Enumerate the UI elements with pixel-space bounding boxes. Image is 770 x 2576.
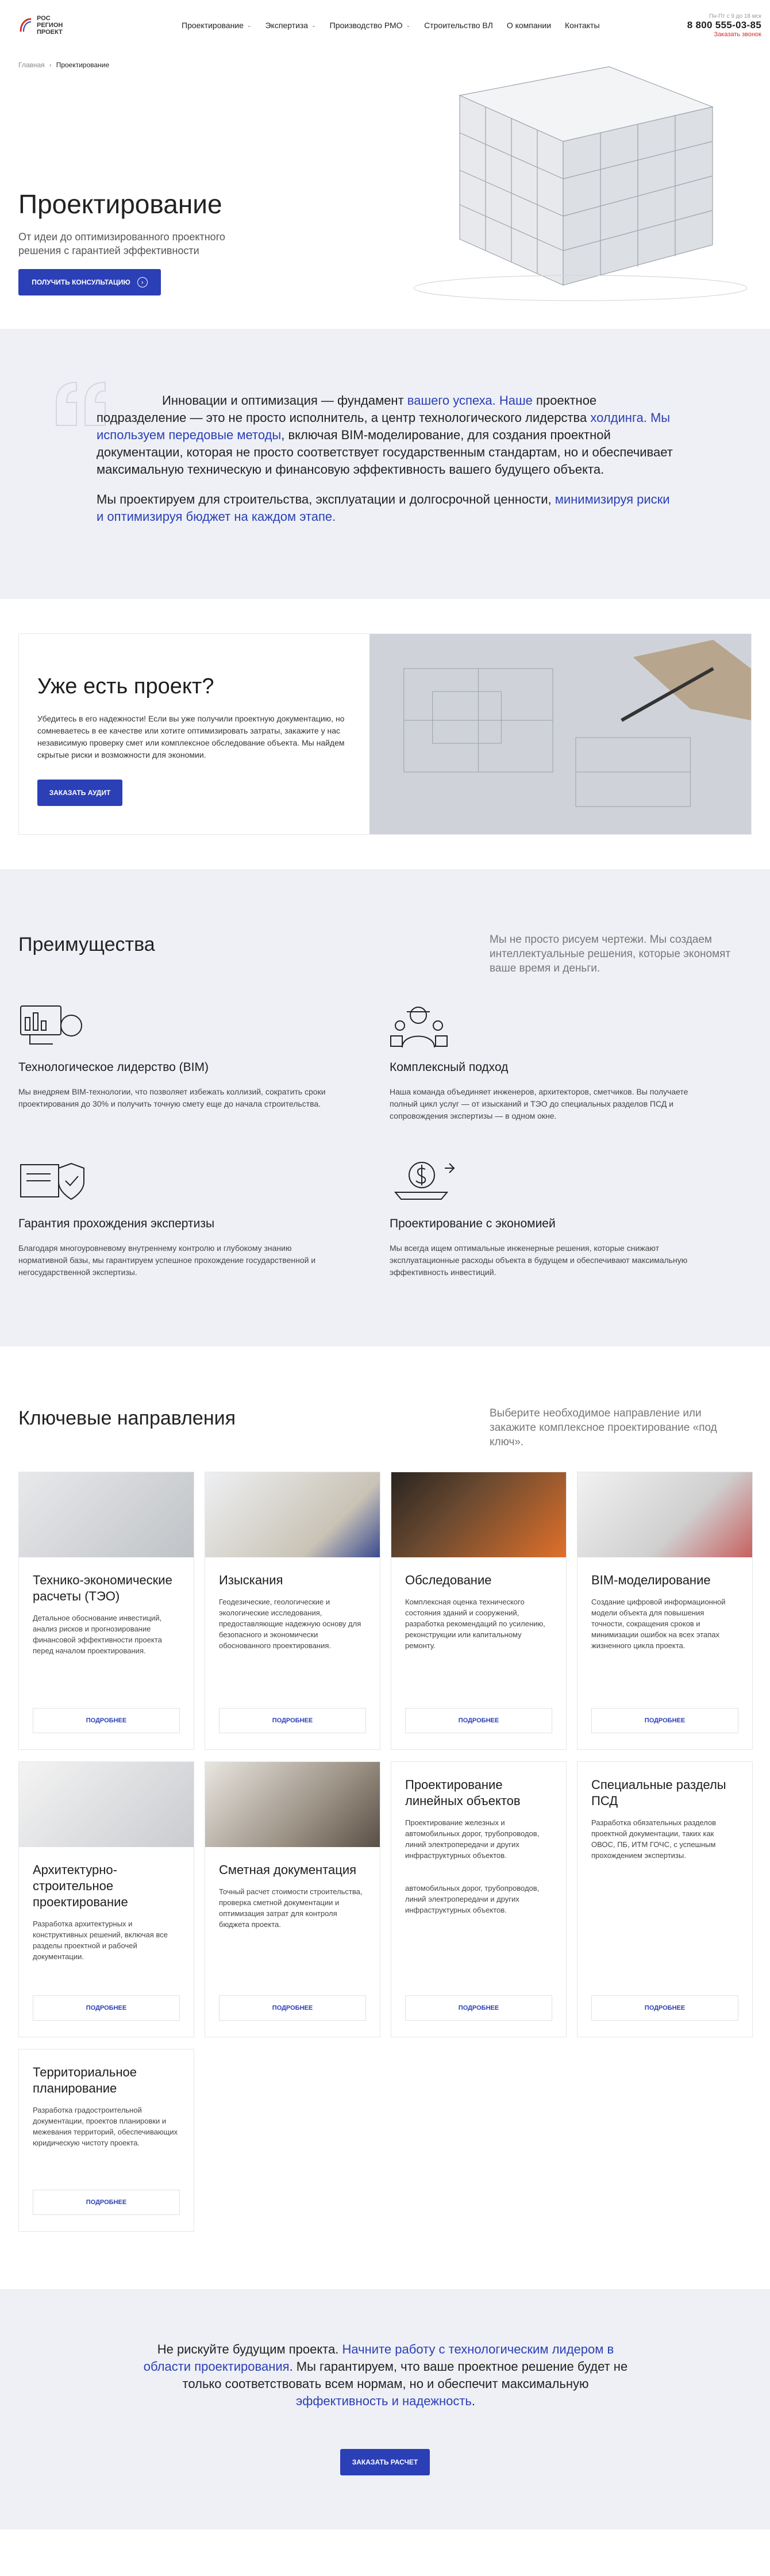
nav-item-about[interactable] <box>500 21 558 30</box>
card-text: Проектирование железных и автомобильных дорог, трубопроводов, линий электропередачи и других инфраструктурных объектов. <box>405 1818 540 1860</box>
card-text: Разработка градостроительной документации, проектов планировки и межевания территорий, обеспечивающих юридическую чистоту проекта. <box>33 2106 178 2147</box>
intro-quote-section <box>0 329 770 599</box>
card-image <box>205 1472 380 1557</box>
more-button[interactable]: ПОДРОБНЕЕ <box>33 1995 180 2021</box>
logo[interactable] <box>18 15 133 36</box>
logo-line-3: ПРОЕКТ <box>37 29 63 36</box>
more-button[interactable]: ПОДРОБНЕЕ <box>591 1708 738 1733</box>
card-title: Проектирование линейных объектов <box>405 1778 521 1808</box>
arrow-right-icon: › <box>137 277 148 287</box>
card-body <box>578 1762 752 1876</box>
card-text: Создание цифровой информационной модели объекта для повышения точности, сокращения сроков и минимизации ошибок на всех этапах жизненного цикла проекта. <box>591 1598 726 1650</box>
cta-text <box>141 2341 630 2410</box>
card-title: Технико-экономические расчеты (ТЭО) <box>33 1573 172 1603</box>
quote-text-part: Инновации и оптимизация — фундамент <box>162 393 407 408</box>
has-project-card <box>18 634 752 835</box>
card-text-extra: автомобильных дорог, трубопроводов, линий электропередачи и других инфраструктурных объектов. <box>405 1884 540 1914</box>
advantage-title: Гарантия прохождения экспертизы <box>18 1217 215 1230</box>
more-button[interactable]: ПОДРОБНЕЕ <box>219 1708 366 1733</box>
advantage-item <box>390 1157 711 1279</box>
card-title: Территориальное планирование <box>33 2065 137 2095</box>
card-title: Обследование <box>405 1573 492 1587</box>
card-image <box>205 1762 380 1847</box>
cta-highlight: эффективность и надежность <box>296 2394 472 2408</box>
quote-paragraph-2 <box>97 491 677 525</box>
more-button[interactable]: ПОДРОБНЕЕ <box>33 2190 180 2215</box>
quote-highlight: вашего успеха. Наше <box>407 393 533 408</box>
direction-card[interactable] <box>391 1761 567 2037</box>
quote-text-part: , включая BIM-моделирование, для создания проектной документации, которая не просто соответствует государственным стандартам, но и обеспечивает максимальную техническую и финансовую эффективность вашего будущего объекта. <box>97 428 673 477</box>
advantage-title: Проектирование с экономией <box>390 1217 556 1230</box>
card-image <box>19 1762 194 1847</box>
work-hours: Пн-Пт с 9 до 18 мск <box>709 13 761 20</box>
direction-card[interactable] <box>205 1761 380 2037</box>
more-button[interactable]: ПОДРОБНЕЕ <box>405 1995 552 2021</box>
has-project-section <box>0 599 770 869</box>
site-header <box>0 0 770 51</box>
has-project-title: Уже есть проект? <box>37 674 214 698</box>
nav-item-construction[interactable] <box>417 21 500 30</box>
card-text: Геодезические, геологические и экологические исследования, предоставляющие надежную основу для безопасного и экономически обоснованного проектирования. <box>219 1598 361 1650</box>
advantages-subtitle: Мы не просто рисуем чертежи. Мы создаем интеллектуальные решения, которые экономят ваше время и деньги. <box>490 934 731 974</box>
card-image <box>391 1472 566 1557</box>
nav-label: Строительство ВЛ <box>424 21 493 30</box>
cta-text-part: Не рискуйте будущим проекта. <box>157 2342 342 2356</box>
cta-text-part: . <box>471 2394 475 2408</box>
page-title: Проектирование <box>18 189 222 219</box>
card-image <box>578 1472 752 1557</box>
card-body <box>19 2049 194 2163</box>
more-button[interactable]: ПОДРОБНЕЕ <box>591 1995 738 2021</box>
logo-line-1: РОС <box>37 15 51 22</box>
advantage-text: Наша команда объединяет инженеров, архитекторов, сметчиков. Вы получаете полный цикл услуг — от изысканий и ТЭО до специальных разделов ПСД и сопровождения экспертизы — в одном окне. <box>390 1087 688 1120</box>
card-body <box>391 1557 566 1666</box>
money-savings-icon <box>390 1157 459 1208</box>
bottom-cta-section <box>0 2289 770 2529</box>
card-title: Специальные разделы ПСД <box>591 1778 726 1808</box>
has-project-content <box>19 634 369 834</box>
order-calculation-button[interactable]: ЗАКАЗАТЬ РАСЧЕТ <box>340 2449 430 2475</box>
directions-subtitle: Выберите необходимое направление или закажите комплексное проектирование «под ключ». <box>490 1407 717 1448</box>
advantage-title: Технологическое лидерство (BIM) <box>18 1061 209 1074</box>
directions-section <box>0 1346 770 2289</box>
more-button[interactable]: ПОДРОБНЕЕ <box>219 1995 366 2021</box>
order-audit-button[interactable]: ЗАКАЗАТЬ АУДИТ <box>37 780 122 806</box>
nav-label: Проектирование <box>182 21 244 30</box>
quote-highlight: холдинга. Мы используем передовые методы <box>97 410 671 442</box>
advantage-item <box>18 1157 340 1279</box>
nav-label: О компании <box>506 21 552 30</box>
logo-mark-icon <box>18 17 33 34</box>
blueprint-photo <box>369 634 751 834</box>
card-title: Сметная документация <box>219 1863 357 1877</box>
cta-highlight: Начните работу с технологическим лидером в области проектирования <box>143 2342 614 2374</box>
breadcrumb-separator-icon: › <box>49 61 52 69</box>
direction-card[interactable] <box>577 1761 753 2037</box>
nav-label: Контакты <box>565 21 600 30</box>
card-body <box>391 1762 566 1930</box>
more-button[interactable]: ПОДРОБНЕЕ <box>33 1708 180 1733</box>
card-body <box>205 1557 380 1666</box>
team-engineers-icon <box>390 1000 459 1052</box>
advantage-text: Мы всегда ищем оптимальные инженерные решения, которые снижают эксплуатационные расходы объекта в будущем и обеспечивают максимальную эффективность инвестиций. <box>390 1243 688 1277</box>
advantage-item <box>390 1000 711 1122</box>
chevron-down-icon: ⌄ <box>311 22 316 28</box>
quote-text <box>97 392 677 538</box>
quote-paragraph-1 <box>97 392 677 478</box>
card-body <box>205 1847 380 1945</box>
directions-title: Ключевые направления <box>18 1407 236 1429</box>
expertise-shield-icon <box>18 1157 87 1208</box>
breadcrumb-home[interactable]: Главная <box>18 61 45 69</box>
bim-dashboard-icon <box>18 1000 87 1052</box>
chevron-down-icon: ⌄ <box>247 22 252 28</box>
card-text: Комплексная оценка технического состояния зданий и сооружений, разработка рекомендаций по усилению, реконструкции или капитальному ремонту. <box>405 1598 545 1650</box>
card-text: Детальное обоснование инвестиций, анализ рисков и прогнозирование финансовой эффективности проекта перед началом проектирования. <box>33 1614 162 1655</box>
card-title: Архитектурно-строительное проектирование <box>33 1863 128 1909</box>
direction-card[interactable] <box>18 1761 194 2037</box>
direction-card[interactable] <box>205 1472 380 1750</box>
chevron-down-icon: ⌄ <box>406 22 411 28</box>
card-body <box>578 1557 752 1666</box>
card-title: BIM-моделирование <box>591 1573 711 1587</box>
phone-link[interactable]: 8 800 555-03-85 <box>687 19 761 30</box>
nav-label: Производство РМО <box>329 21 403 30</box>
hero-section <box>0 79 770 304</box>
advantage-item <box>18 1000 340 1110</box>
card-text: Разработка архитектурных и конструктивных решений, включая все разделы проектной и рабочей документации. <box>33 1919 168 1961</box>
nav-item-expertise[interactable] <box>258 21 322 30</box>
nav-item-production[interactable] <box>323 21 417 30</box>
direction-card[interactable] <box>391 1472 567 1750</box>
advantages-section <box>0 869 770 1346</box>
order-call-link[interactable]: Заказать звонок <box>714 30 761 38</box>
nav-label: Экспертиза <box>265 21 309 30</box>
advantages-title: Преимущества <box>18 934 155 955</box>
consultation-button[interactable] <box>18 269 161 295</box>
advantage-title: Комплексный подход <box>390 1061 509 1074</box>
building-illustration <box>391 55 747 302</box>
direction-card[interactable] <box>577 1472 753 1750</box>
breadcrumb-current: Проектирование <box>56 61 110 69</box>
header-contacts <box>681 13 761 38</box>
more-button[interactable]: ПОДРОБНЕЕ <box>405 1708 552 1733</box>
quote-text-part: проектное подразделение — это не просто исполнитель, а центр технологического лидерства <box>97 393 597 425</box>
button-label: ПОЛУЧИТЬ КОНСУЛЬТАЦИЮ <box>32 278 130 286</box>
card-body <box>19 1847 194 1977</box>
direction-card[interactable] <box>18 2049 194 2232</box>
nav-item-contacts[interactable] <box>558 21 606 30</box>
card-body <box>19 1557 194 1671</box>
card-title: Изыскания <box>219 1573 283 1587</box>
card-text: Разработка обязательных разделов проектной документации, таких как ОВОС, ПБ, ИТМ ГОЧС, с успешным прохождением экспертизы. <box>591 1818 717 1860</box>
card-text: Точный расчет стоимости строительства, проверка сметной документации и оптимизация затрат для контроля бюджета проекта. <box>219 1887 363 1929</box>
hero-subtitle: От идеи до оптимизированного проектного решения с гарантией эффективности <box>18 231 225 256</box>
cta-text-part: . Мы гарантируем, что ваше проектное решение будет не только соответствовать всем нормам, но и обеспечит максимальную <box>182 2359 628 2391</box>
quote-highlight: минимизируя риски и оптимизируя бюджет на каждом этапе. <box>97 492 670 524</box>
nav-item-design[interactable] <box>175 21 258 30</box>
quote-text-part: Мы проектируем для строительства, эксплуатации и долгосрочной ценности, <box>97 492 555 506</box>
logo-text <box>37 15 63 36</box>
has-project-text: Убедитесь в его надежности! Если вы уже получили проектную документацию, но сомневаетесь в ее качестве или хотите оптимизировать затраты, закажите у нас независимую проверку смет или комплексное обследование объекта. Мы найдем скрытые риски и возможности для экономии. <box>37 714 345 759</box>
main-nav <box>175 21 607 30</box>
logo-line-2: РЕГИОН <box>37 22 63 29</box>
advantage-text: Благодаря многоуровневому внутреннему контролю и глубокому знанию нормативной базы, мы гарантируем успешное прохождение государственной и негосударственной экспертизы. <box>18 1243 316 1277</box>
card-image <box>19 1472 194 1557</box>
advantage-text: Мы внедряем BIM-технологии, что позволяет избежать коллизий, сократить сроки проектирования до 30% и получить точную смету еще до начала строительства. <box>18 1087 326 1108</box>
direction-card[interactable] <box>18 1472 194 1750</box>
